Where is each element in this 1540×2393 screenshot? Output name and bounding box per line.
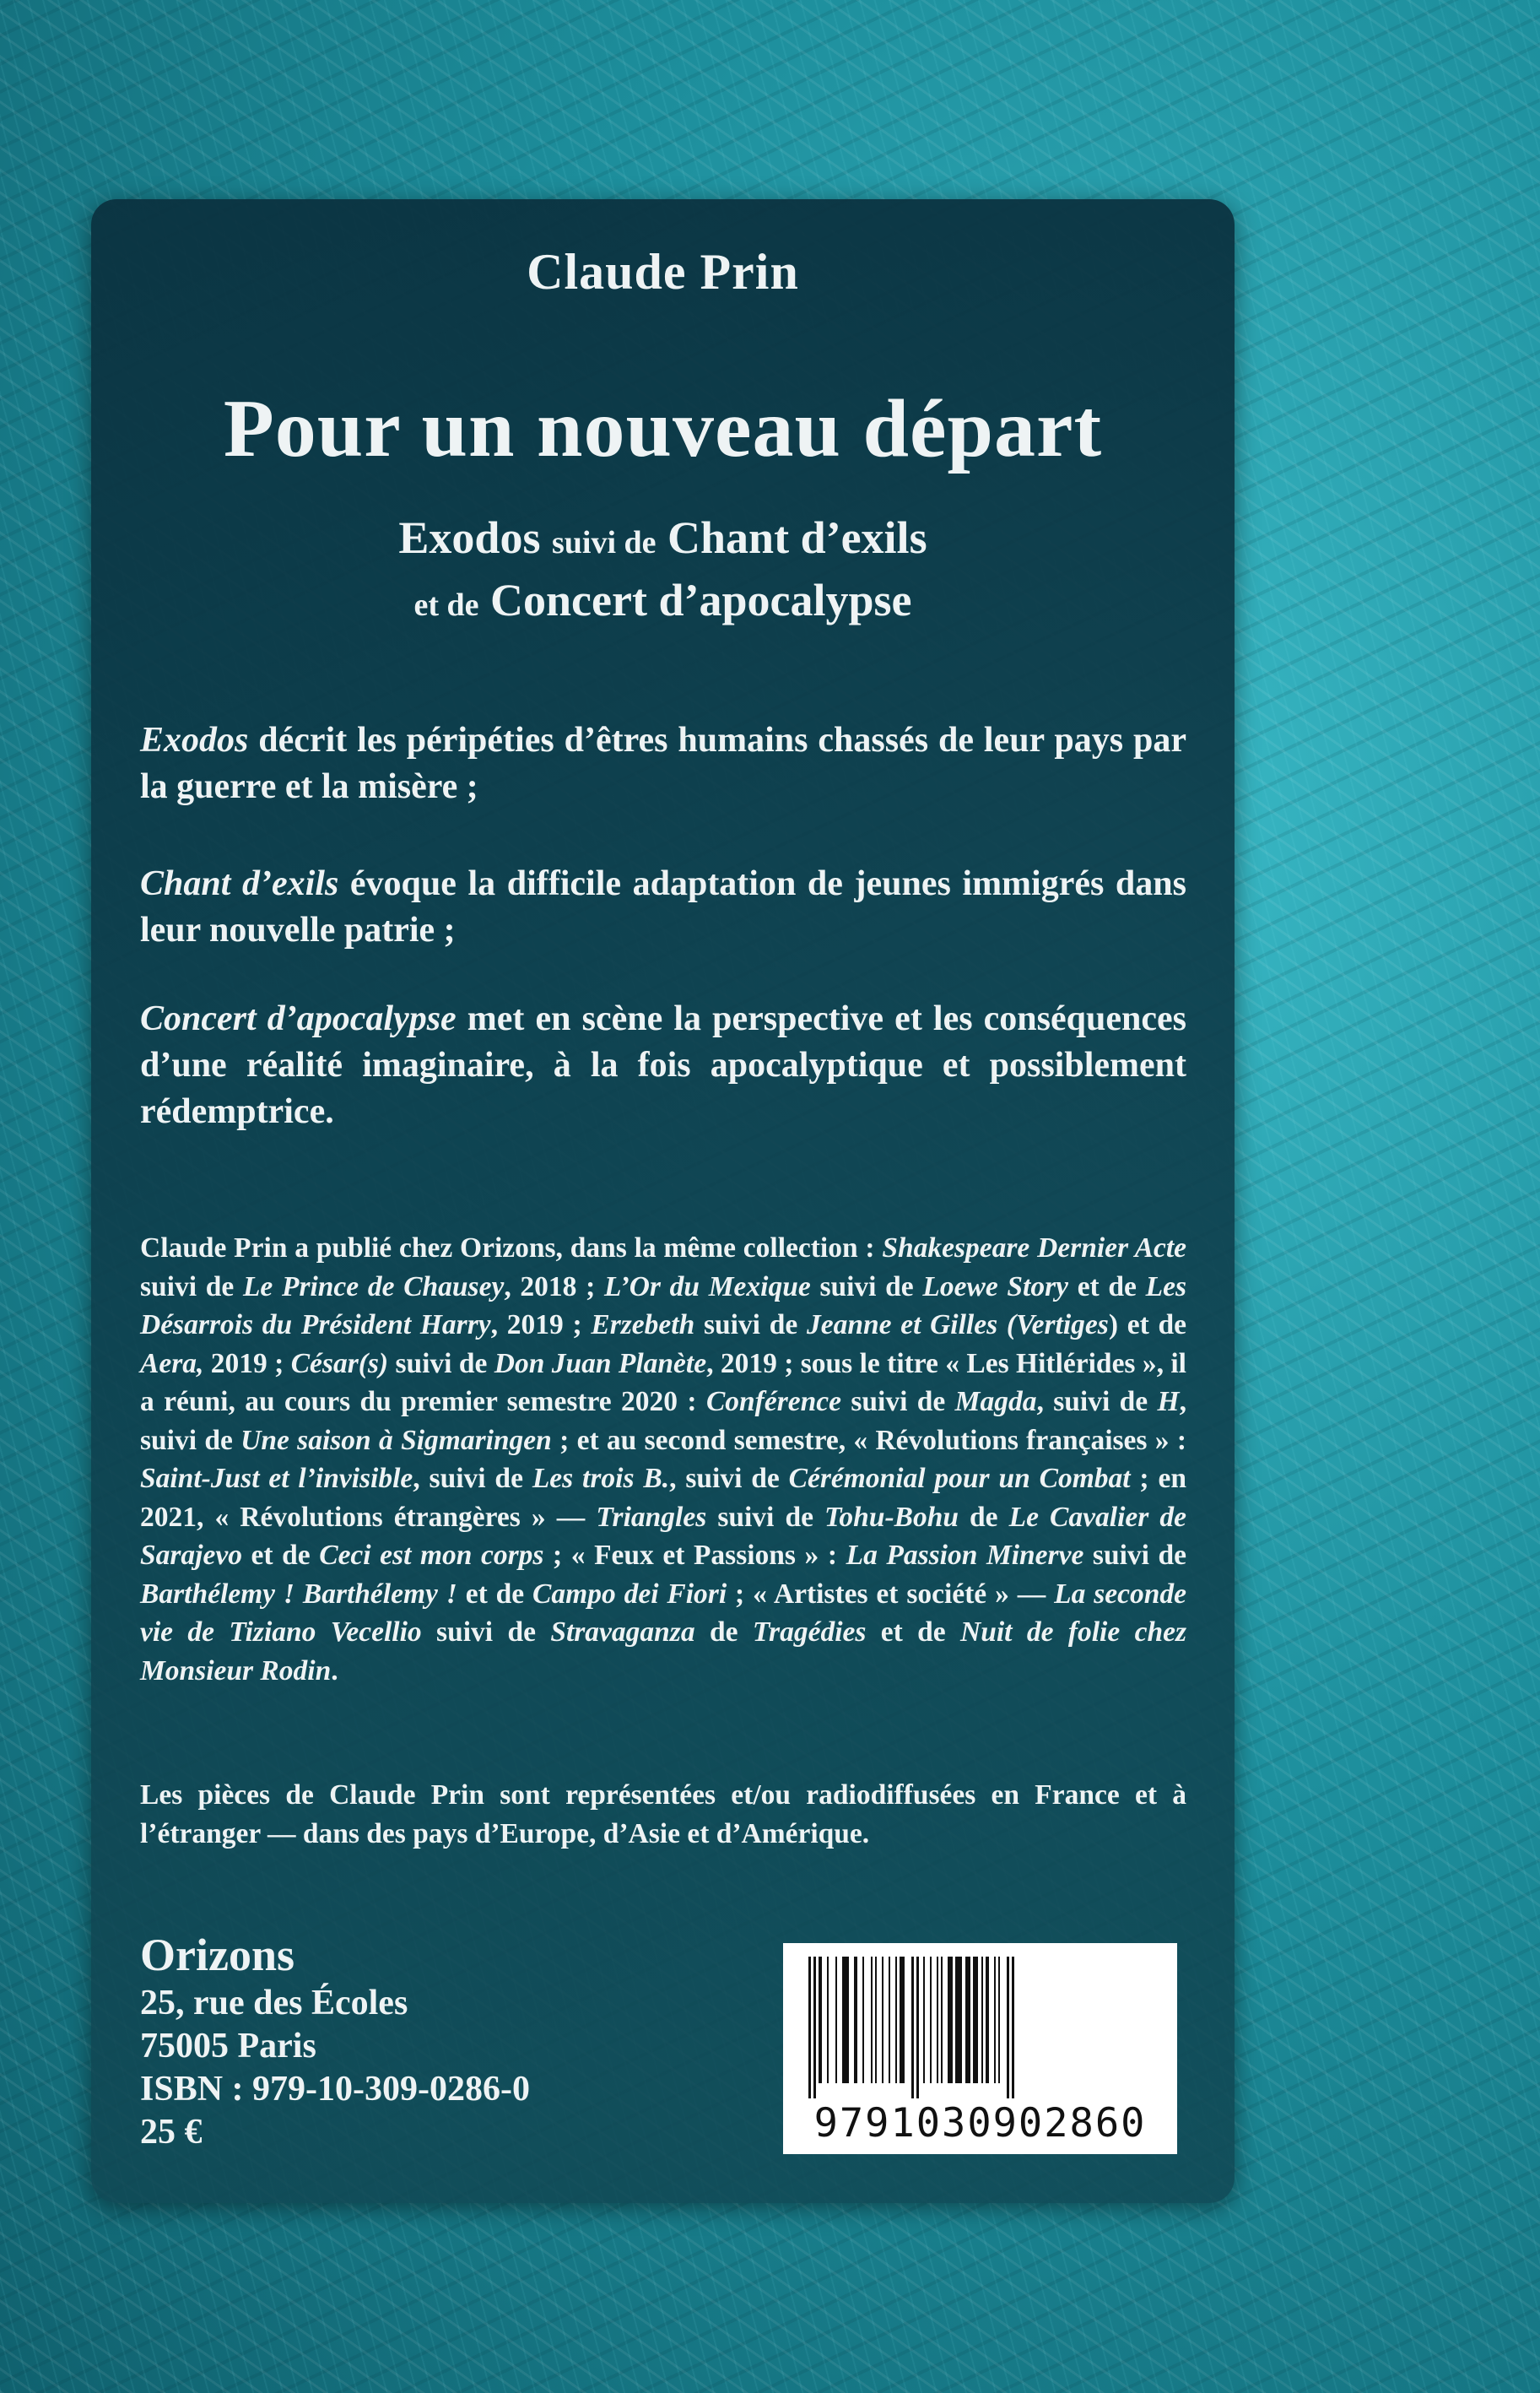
bibliography-work-title: Une saison à Sigmaringen (240, 1424, 552, 1456)
bibliography-text: suivi de (694, 1309, 807, 1340)
bibliography-text: suivi de (840, 1386, 955, 1417)
bibliography-work-title: César(s) (290, 1347, 389, 1379)
author-bibliography (140, 1229, 1186, 1690)
bibliography-text: et de (457, 1578, 533, 1610)
barcode-bar (1007, 1957, 1009, 2098)
bibliography-text: ; « Feux et Passions » : (543, 1540, 846, 1571)
bibliography-text: , suivi de (413, 1463, 532, 1494)
subtitle-link-1: suivi de (551, 525, 657, 560)
barcode-bar (862, 1957, 864, 2083)
bibliography-work-title: H (1157, 1386, 1180, 1417)
barcode-bar (835, 1957, 837, 2083)
subtitle-work-2: Chant d’exils (667, 512, 927, 563)
barcode-bar (948, 1957, 953, 2083)
barcode-bar (895, 1957, 897, 2083)
bibliography-work-title: Tohu-Bohu (824, 1501, 959, 1533)
bibliography-work-title: Le Cavalier de Sarajevo (140, 1501, 1186, 1571)
description-work-title: Chant d’exils (140, 864, 339, 903)
barcode (783, 1943, 1177, 2154)
description-paragraph (140, 996, 1186, 1135)
barcode-bar (973, 1957, 978, 2083)
bibliography-text: 2019 ; (203, 1347, 291, 1379)
bibliography-text: de (958, 1501, 1009, 1533)
subtitle-link-2: et de (413, 587, 479, 623)
bibliography-work-title: Cérémonial pour un Combat (788, 1463, 1131, 1494)
bibliography-work-title: Triangles (596, 1501, 707, 1533)
bibliography-text: ) et de (1108, 1309, 1186, 1340)
book-title: Pour un nouveau départ (223, 383, 1103, 474)
description-text: met en scène la perspective et les conséquences d’une réalité imaginaire, à la fois apocalyptique et possiblement rédemptrice. (140, 999, 1187, 1131)
barcode-bar (827, 1957, 829, 2083)
barcode-bar (981, 1957, 983, 2083)
bibliography-text: et de (1067, 1270, 1146, 1302)
bibliography-work-title: Jeanne et Gilles (Vertiges (806, 1309, 1109, 1340)
barcode-bar (871, 1957, 873, 2083)
bibliography-text: ; « Artistes et société » — (727, 1578, 1055, 1610)
barcode-bars (805, 1957, 1155, 2098)
bibliography-text: suivi de (706, 1501, 825, 1533)
bibliography-text: , suivi de (1036, 1386, 1158, 1417)
barcode-bar (986, 1957, 989, 2083)
bibliography-work-title: Erzebeth (591, 1309, 695, 1340)
bibliography-text: et de (241, 1540, 320, 1571)
bibliography-work-title: Saint-Just et l’invisible (140, 1463, 413, 1494)
back-cover-panel (91, 199, 1235, 2203)
subtitle-line-2 (91, 574, 1235, 626)
bibliography-text: et de (866, 1616, 961, 1648)
bibliography-text: suivi de (1083, 1540, 1187, 1571)
bibliography-work-title: La Passion Minerve (846, 1540, 1084, 1571)
barcode-digits: 9791030902860 (813, 2100, 1147, 2147)
description-text: décrit les péripéties d’êtres humains chassés de leur pays par la guerre et la misère ; (140, 721, 1186, 806)
barcode-bar (882, 1957, 883, 2083)
bibliography-text: ; et au second semestre, « Révolutions françaises » : (551, 1424, 1186, 1456)
bibliography-text: , 2019 ; sous le titre « Les Hitlérides », il a réuni, au cours du premier semestre 2020 : (140, 1347, 1186, 1417)
bibliography-text: suivi de (421, 1616, 551, 1648)
author-name: Claude Prin (527, 244, 799, 300)
description-paragraph (140, 717, 1186, 810)
bibliography-text: , suivi de (669, 1463, 789, 1494)
price: 25 € (140, 2113, 203, 2152)
bibliography-text: , 2019 ; (490, 1309, 592, 1340)
publisher-city: 75005 Paris (140, 2027, 316, 2065)
bibliography-work-title: Campo dei Fiori (532, 1578, 727, 1610)
bibliography-work-title: Magda (954, 1386, 1037, 1417)
bibliography-work-title: Don Juan Planète (494, 1347, 707, 1379)
bibliography-text: de (694, 1616, 753, 1648)
barcode-bar (1012, 1957, 1014, 2098)
barcode-bar (998, 1957, 1000, 2083)
bibliography-text: , 2018 ; (504, 1270, 604, 1302)
bibliography-work-title: Tragédies (752, 1616, 867, 1648)
barcode-bar (937, 1957, 938, 2083)
bibliography-work-title: Ceci est mon corps (319, 1540, 544, 1571)
barcode-bar (889, 1957, 890, 2083)
subtitle-work-3: Concert d’apocalypse (490, 575, 912, 625)
barcode-bar (941, 1957, 943, 2083)
bibliography-text: . (331, 1654, 338, 1686)
barcode-bar (911, 1957, 914, 2098)
bibliography-text: suivi de (388, 1347, 494, 1379)
barcode-bar (842, 1957, 849, 2083)
bibliography-work-title: Shakespeare Dernier Acte (882, 1232, 1186, 1264)
bibliography-work-title: Le Prince de Chausey (242, 1270, 505, 1302)
bibliography-text: ; en 2021, « Révolutions étrangères » — (140, 1463, 1186, 1533)
publisher-street: 25, rue des Écoles (140, 1984, 408, 2022)
barcode-bar (900, 1957, 905, 2083)
bibliography-work-title: L’Or du Mexique (603, 1270, 811, 1302)
description-text: évoque la difficile adaptation de jeunes immigrés dans leur nouvelle patrie ; (140, 864, 1186, 950)
bibliography-text: suivi de (140, 1270, 243, 1302)
barcode-bar (994, 1957, 996, 2083)
description-work-title: Concert d’apocalypse (140, 999, 457, 1038)
bibliography-work-title: Les trois B. (532, 1463, 670, 1494)
publisher-block (140, 1928, 530, 2154)
barcode-bar (955, 1957, 962, 2083)
subtitle-work-1: Exodos (398, 512, 541, 563)
performances-note: Les pièces de Claude Prin sont représentées et/ou radiodiffusées en France et à l’étranger — dans des pays d’Europe, d’Asie et d’Amérique. (140, 1779, 1186, 1849)
bibliography-work-title: Aera, (140, 1347, 204, 1379)
description-paragraph (140, 861, 1186, 954)
bibliography-work-title: La seconde vie de Tiziano Vecellio (140, 1578, 1186, 1648)
isbn: ISBN : 979-10-309-0286-0 (140, 2070, 530, 2109)
bibliography-work-title: Barthélemy ! Barthélemy ! (140, 1578, 457, 1610)
barcode-bar (819, 1957, 822, 2083)
bibliography-work-title: Nuit de folie chez Monsieur Rodin (140, 1616, 1186, 1686)
publisher-name: Orizons (140, 1930, 294, 1980)
barcode-bar (854, 1957, 857, 2083)
bibliography-text: , suivi de (140, 1386, 1186, 1456)
bibliography-text: Claude Prin a publié chez Orizons, dans la même collection : (140, 1232, 883, 1264)
bibliography-text: suivi de (810, 1270, 923, 1302)
bibliography-work-title: Conférence (705, 1386, 841, 1417)
barcode-bar (916, 1957, 919, 2098)
barcode-bar (965, 1957, 970, 2083)
barcode-bar (875, 1957, 877, 2083)
barcode-bar (808, 1957, 811, 2098)
bibliography-work-title: Stravaganza (550, 1616, 695, 1648)
bibliography-work-title: Loewe Story (922, 1270, 1068, 1302)
barcode-bar (930, 1957, 932, 2083)
bibliography-work-title: Les Désarrois du Président Harry (140, 1270, 1186, 1340)
description-work-title: Exodos (140, 721, 249, 760)
subtitle-line-1 (91, 512, 1235, 564)
barcode-bar (923, 1957, 925, 2083)
barcode-bar (813, 1957, 816, 2098)
